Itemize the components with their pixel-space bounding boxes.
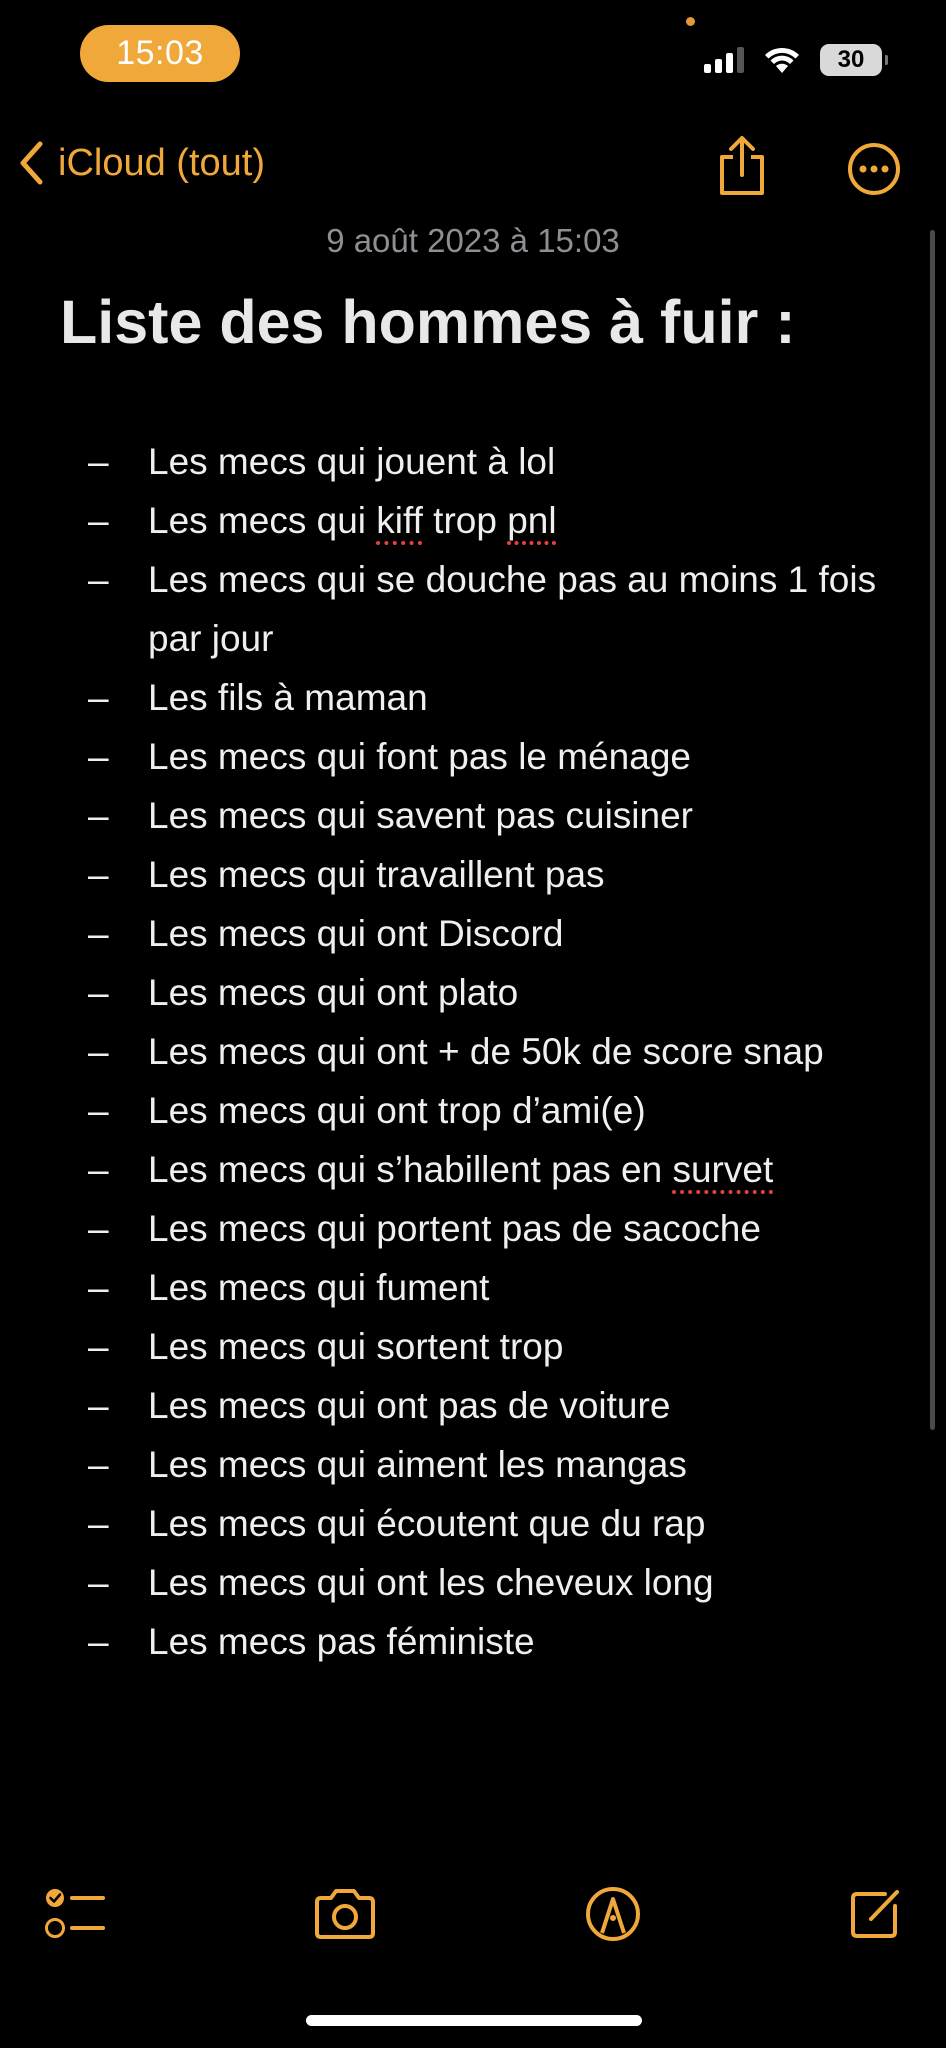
list-dash: – xyxy=(88,1503,109,1544)
list-item-text: Les mecs qui ont + de 50k de score snap xyxy=(148,1031,824,1072)
checklist-icon xyxy=(44,1886,106,1942)
list-dash: – xyxy=(88,736,109,777)
list-item-text: Les mecs qui ont les cheveux long xyxy=(148,1562,714,1603)
list-item[interactable] xyxy=(0,491,946,550)
markup-button[interactable] xyxy=(580,1884,646,1944)
battery-level: 30 xyxy=(837,46,865,73)
camera-button[interactable] xyxy=(312,1884,378,1944)
list-dash: – xyxy=(88,1562,109,1603)
compose-icon xyxy=(847,1886,903,1942)
list-dash: – xyxy=(88,1208,109,1249)
list-item-text: Les mecs pas féministe xyxy=(148,1621,535,1662)
list-dash: – xyxy=(88,913,109,954)
list-item[interactable] xyxy=(0,1317,946,1376)
list-item[interactable] xyxy=(0,1258,946,1317)
list-dash: – xyxy=(88,1149,109,1190)
list-item[interactable] xyxy=(0,1612,946,1671)
list-item-text: Les mecs qui s’habillent pas en xyxy=(148,1149,673,1190)
list-item-text: Les mecs qui ont trop d’ami(e) xyxy=(148,1090,646,1131)
cellular-signal-icon xyxy=(704,47,744,73)
list-dash: – xyxy=(88,972,109,1013)
misspelled-word: kiff xyxy=(376,500,423,541)
wifi-icon xyxy=(764,46,800,74)
list-dash: – xyxy=(88,795,109,836)
list-item[interactable] xyxy=(0,668,946,727)
note-list[interactable] xyxy=(0,432,946,1671)
camera-icon xyxy=(312,1888,378,1940)
list-item-text: Les mecs qui jouent à lol xyxy=(148,441,556,482)
list-dash: – xyxy=(88,500,109,541)
list-dash: – xyxy=(88,1444,109,1485)
list-item-text: Les mecs qui écoutent que du rap xyxy=(148,1503,706,1544)
status-time: 15:03 xyxy=(80,25,240,82)
list-item[interactable] xyxy=(0,550,946,668)
ellipsis-circle-icon xyxy=(847,142,901,196)
pen-tip-circle-icon xyxy=(584,1885,642,1943)
list-item-text: Les mecs qui fument xyxy=(148,1267,490,1308)
list-dash: – xyxy=(88,1326,109,1367)
list-item[interactable] xyxy=(0,845,946,904)
more-button[interactable] xyxy=(847,142,901,201)
list-dash: – xyxy=(88,1090,109,1131)
list-item-text: Les mecs qui font pas le ménage xyxy=(148,736,691,777)
list-item[interactable] xyxy=(0,1199,946,1258)
home-indicator[interactable] xyxy=(306,2015,642,2026)
chevron-left-icon xyxy=(18,140,44,186)
list-dash: – xyxy=(88,1267,109,1308)
note-title[interactable]: Liste des hommes à fuir : xyxy=(60,288,796,356)
list-item-text: Les mecs qui ont pas de voiture xyxy=(148,1385,671,1426)
list-item[interactable] xyxy=(0,1553,946,1612)
list-item[interactable] xyxy=(0,1140,946,1199)
status-icons xyxy=(704,44,882,76)
list-item-text: Les fils à maman xyxy=(148,677,428,718)
list-item[interactable] xyxy=(0,1376,946,1435)
share-icon xyxy=(716,135,768,197)
list-item-text: Les mecs qui xyxy=(148,500,377,541)
list-item-text: trop xyxy=(422,500,508,541)
misspelled-word: survet xyxy=(672,1149,774,1190)
compose-button[interactable] xyxy=(842,1884,908,1944)
checklist-button[interactable] xyxy=(42,1884,108,1944)
list-dash: – xyxy=(88,559,109,600)
list-dash: – xyxy=(88,677,109,718)
list-dash: – xyxy=(88,1621,109,1662)
list-item[interactable] xyxy=(0,904,946,963)
list-item[interactable] xyxy=(0,1081,946,1140)
list-item-text: Les mecs qui ont Discord xyxy=(148,913,564,954)
scroll-indicator[interactable] xyxy=(930,230,935,1430)
list-dash: – xyxy=(88,1385,109,1426)
battery-indicator xyxy=(820,44,882,76)
list-dash: – xyxy=(88,441,109,482)
list-item-text: Les mecs qui travaillent pas xyxy=(148,854,605,895)
list-item[interactable] xyxy=(0,1494,946,1553)
list-item[interactable] xyxy=(0,432,946,491)
list-item-text: Les mecs qui se douche pas au moins 1 fois par jour xyxy=(148,559,877,659)
list-item[interactable] xyxy=(0,963,946,1022)
list-dash: – xyxy=(88,854,109,895)
list-item-text: Les mecs qui savent pas cuisiner xyxy=(148,795,693,836)
list-item-text: Les mecs qui aiment les mangas xyxy=(148,1444,687,1485)
list-item-text: Les mecs qui portent pas de sacoche xyxy=(148,1208,761,1249)
list-item[interactable] xyxy=(0,1435,946,1494)
back-label: iCloud (tout) xyxy=(58,141,265,184)
privacy-indicator-dot xyxy=(686,17,695,26)
misspelled-word: pnl xyxy=(507,500,557,541)
back-button[interactable] xyxy=(18,140,265,186)
list-dash: – xyxy=(88,1031,109,1072)
list-item-text: Les mecs qui ont plato xyxy=(148,972,519,1013)
share-button[interactable] xyxy=(716,135,768,202)
list-item[interactable] xyxy=(0,786,946,845)
list-item[interactable] xyxy=(0,1022,946,1081)
list-item-text: Les mecs qui sortent trop xyxy=(148,1326,564,1367)
note-date: 9 août 2023 à 15:03 xyxy=(326,222,620,259)
list-item[interactable] xyxy=(0,727,946,786)
